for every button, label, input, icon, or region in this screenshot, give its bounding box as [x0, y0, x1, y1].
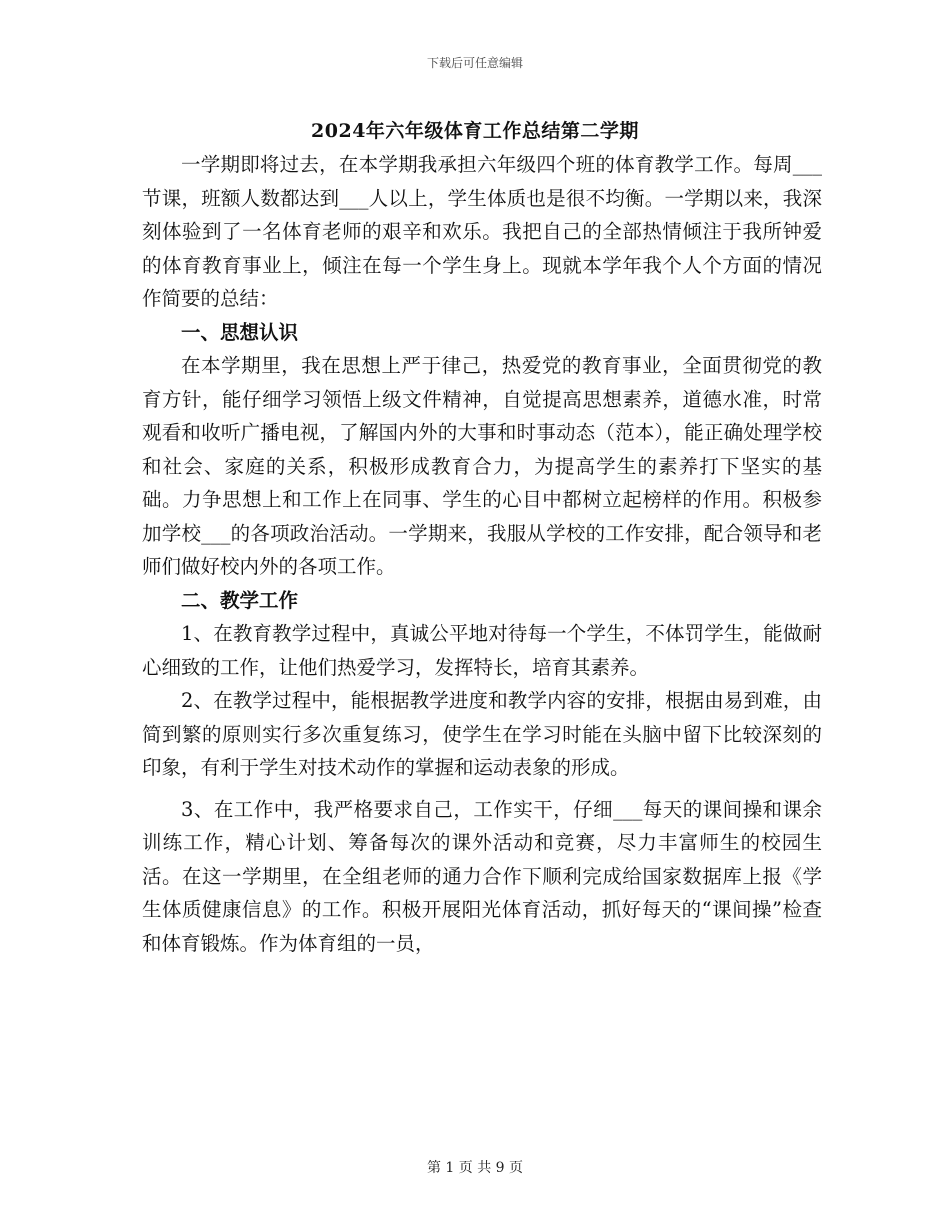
paragraph-teaching-2: 2、在教学过程中，能根据教学进度和教学内容的安排，根据由易到难，由简到繁的原则实行多次重复练习，使学生在学习时能在头脑中留下比较深刻的印象，有利于学生对技术动作的掌握和运动表象的形成。 [142, 689, 822, 779]
page-header: 下载后可任意编辑 [426, 56, 523, 70]
section-heading-teaching: 二、教学工作 [181, 588, 299, 612]
paragraph-teaching-1: 1、在教育教学过程中，真诚公平地对待每一个学生，不体罚学生，能做耐心细致的工作，让他们热爱学习，发挥特长，培育其素养。 [142, 622, 822, 679]
document-title: 2024年六年级体育工作总结第二学期 [311, 120, 639, 142]
section-heading-ideology: 一、思想认识 [181, 320, 299, 344]
page-number-footer: 第 1 页 共 9 页 [426, 1160, 524, 1176]
paragraph-intro: 一学期即将过去，在本学期我承担六年级四个班的体育教学工作。每周___节课，班额人数都达到___人以上，学生体质也是很不均衡。一学期以来，我深刻体验到了一名体育老师的艰辛和欢乐。我把自己的全部热情倾注于我所钟爱的体育教育事业上，倾注在每一个学生身上。现就本学年我个人个方面的情况作简要的总结： [142, 153, 822, 310]
paragraph-teaching-3: 3、在工作中，我严格要求自己，工作实干，仔细___每天的课间操和课余训练工作，精心计划、筹备每次的课外活动和竞赛，尽力丰富师生的校园生活。在这一学期里，在全组老师的通力合作下顺利完成给国家数据库上报《学生体质健康信息》的工作。积极开展阳光体育活动，抓好每天的“课间操”检查和体育锻炼。作为体育组的一员， [142, 797, 822, 955]
paragraph-ideology: 在本学期里，我在思想上严于律己，热爱党的教育事业，全面贯彻党的教育方针，能仔细学习领悟上级文件精神，自觉提高思想素养，道德水准，时常观看和收听广播电视，了解国内外的大事和时事动态（范本），能正确处理学校和社会、家庭的关系，积极形成教育合力，为提高学生的素养打下坚实的基础。力争思想上和工作上在同事、学生的心目中都树立起榜样的作用。积极参加学校___的各项政治活动。一学期来，我服从学校的工作安排，配合领导和老师们做好校内外的各项工作。 [142, 354, 822, 578]
document-body [142, 148, 822, 960]
